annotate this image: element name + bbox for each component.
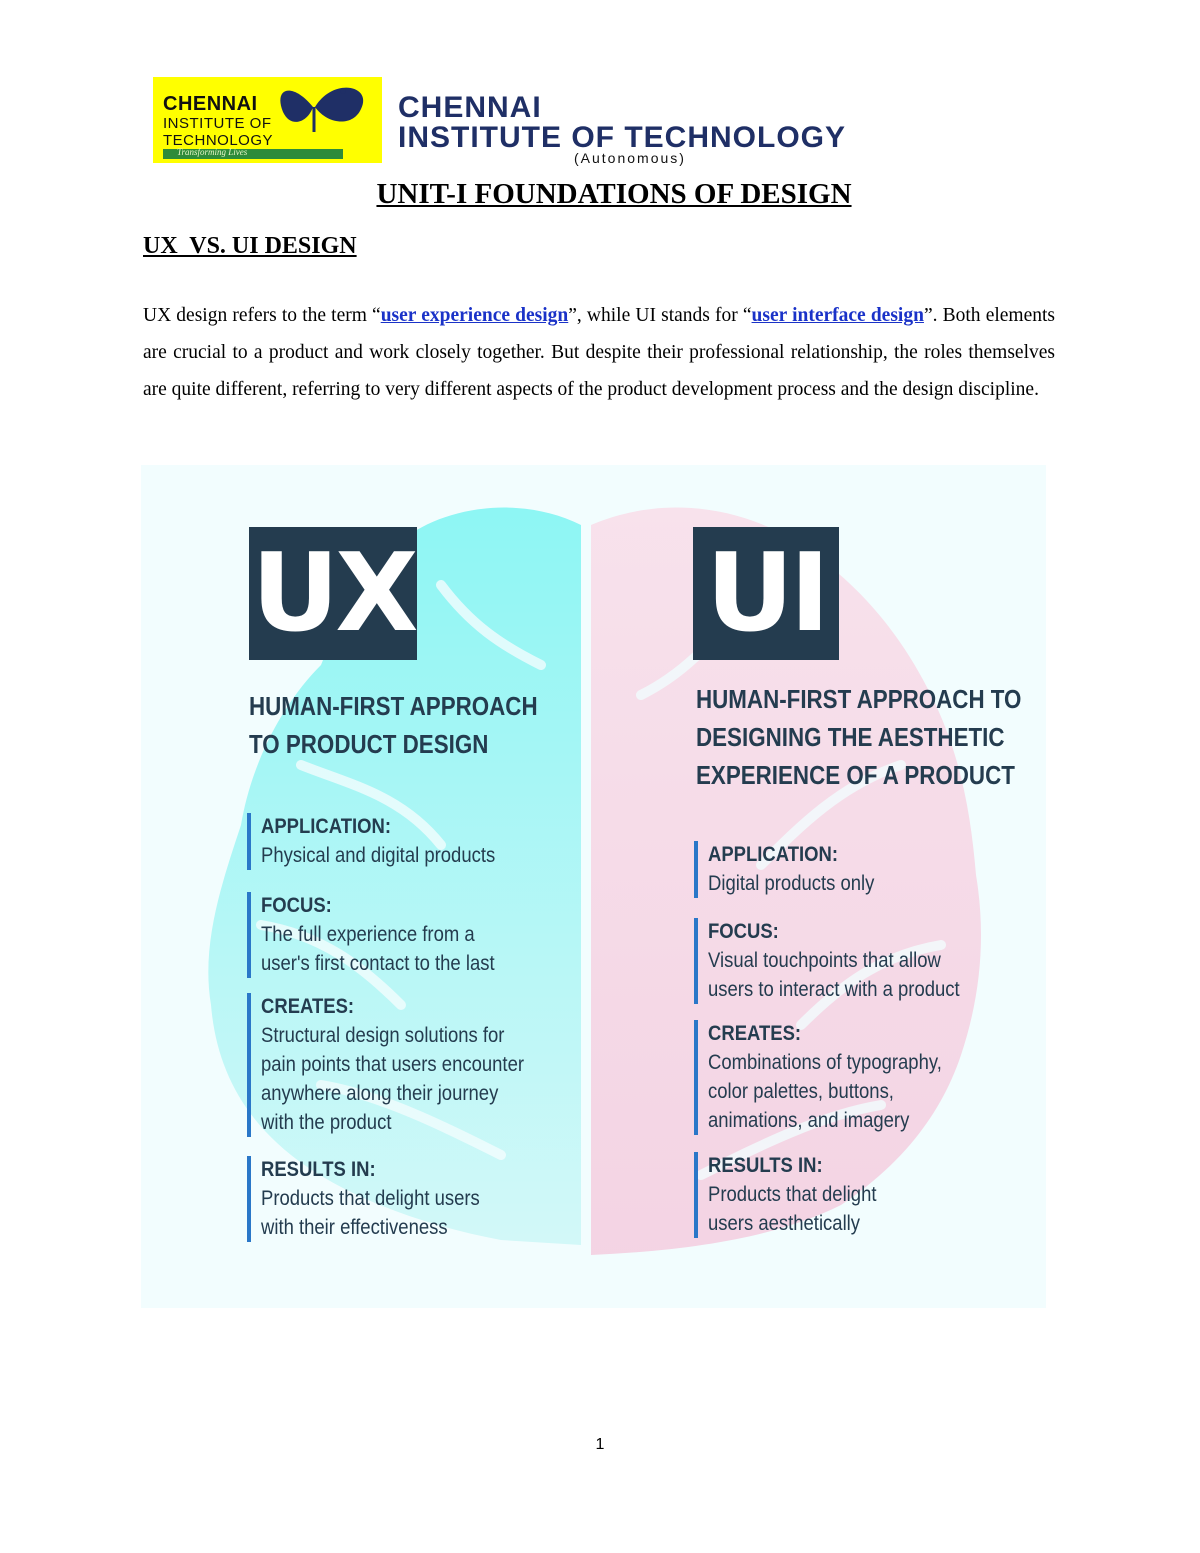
ux-creates-item <box>247 993 560 1137</box>
item-line: Combinations of typography, <box>708 1051 942 1074</box>
item-line: Visual touchpoints that allow <box>708 949 941 972</box>
ux-heading-line: TO PRODUCT DESIGN <box>249 729 489 759</box>
unit-title: UNIT-I FOUNDATIONS OF DESIGN <box>376 178 852 210</box>
institution-status: (Autonomous) <box>574 150 686 166</box>
logo-tagline-band <box>163 149 343 159</box>
link-user-experience-design[interactable]: user experience design <box>380 305 569 326</box>
ux-focus-label: FOCUS: <box>261 894 332 917</box>
ui-heading-line: EXPERIENCE OF A PRODUCT <box>696 760 1015 790</box>
ui-application-item <box>694 841 897 898</box>
ui-results-item <box>694 1152 899 1238</box>
institution-name <box>398 91 846 166</box>
ux-vs-ui-infographic <box>141 465 1046 1308</box>
item-line: Digital products only <box>708 872 875 895</box>
item-line: anywhere along their journey <box>261 1082 499 1105</box>
ux-heading <box>249 687 538 763</box>
paragraph-text-3: ”. Both elements are crucial to a product and work closely together. But despite their professional relationship, the roles themselves are quite different, referring to very different aspects of the product development process and the design discipline. <box>143 305 1055 400</box>
logo-text-line3: TECHNOLOGY <box>163 132 274 149</box>
logo-text-line1: CHENNAI <box>163 93 258 115</box>
ui-creates-label: CREATES: <box>708 1022 802 1045</box>
ux-creates-text <box>261 1021 524 1137</box>
item-line: The full experience from a <box>261 923 475 946</box>
item-line: user's first contact to the last <box>261 952 495 975</box>
item-line: with the product <box>261 1111 392 1134</box>
ux-focus-text <box>261 920 495 978</box>
butterfly-icon <box>273 77 382 137</box>
logo-text-line2: INSTITUTE OF <box>163 115 272 132</box>
ui-heading-line: HUMAN-FIRST APPROACH TO <box>696 684 1022 714</box>
ux-application-item <box>247 813 527 870</box>
logo-tagline: Transforming Lives <box>177 147 248 157</box>
ux-badge: UX <box>249 527 417 660</box>
institution-name-line2: INSTITUTE OF TECHNOLOGY <box>398 121 846 154</box>
ux-heading-line: HUMAN-FIRST APPROACH <box>249 691 538 721</box>
item-line: Physical and digital products <box>261 844 496 867</box>
ux-results-item <box>247 1156 510 1242</box>
link-user-interface-design[interactable]: user interface design <box>751 305 924 326</box>
ui-results-label: RESULTS IN: <box>708 1154 823 1177</box>
ux-focus-item <box>247 892 526 978</box>
ui-results-text <box>708 1180 876 1238</box>
ui-application-label: APPLICATION: <box>708 843 839 866</box>
item-line: animations, and imagery <box>708 1109 910 1132</box>
ui-badge: UI <box>693 527 839 660</box>
paragraph-text-1: UX design refers to the term “ <box>143 305 381 326</box>
item-line: Products that delight <box>708 1183 877 1206</box>
paragraph-text-2: ”, while UI stands for “ <box>568 305 752 326</box>
section-title: UX VS. UI DESIGN <box>143 233 357 259</box>
ui-focus-label: FOCUS: <box>708 920 779 943</box>
ui-heading <box>696 680 1021 794</box>
ux-application-text <box>261 841 495 870</box>
item-line: users aesthetically <box>708 1212 861 1235</box>
intro-paragraph <box>143 297 1055 408</box>
item-line: color palettes, buttons, <box>708 1080 894 1103</box>
institution-logo <box>153 77 382 163</box>
ui-application-text <box>708 869 874 898</box>
ui-creates-item <box>694 1020 974 1135</box>
ux-creates-label: CREATES: <box>261 995 355 1018</box>
ui-focus-text <box>708 946 960 1004</box>
institution-name-line1: CHENNAI <box>398 91 542 124</box>
item-line: Structural design solutions for <box>261 1024 505 1047</box>
page-number: 1 <box>595 1436 605 1453</box>
ui-focus-item <box>694 918 994 1004</box>
ux-application-label: APPLICATION: <box>261 815 392 838</box>
item-line: Products that delight users <box>261 1187 480 1210</box>
ux-results-text <box>261 1184 480 1242</box>
ux-results-label: RESULTS IN: <box>261 1158 376 1181</box>
ui-creates-text <box>708 1048 942 1135</box>
item-line: users to interact with a product <box>708 978 960 1001</box>
item-line: with their effectiveness <box>261 1216 448 1239</box>
ui-heading-line: DESIGNING THE AESTHETIC <box>696 722 1005 752</box>
item-line: pain points that users encounter <box>261 1053 525 1076</box>
